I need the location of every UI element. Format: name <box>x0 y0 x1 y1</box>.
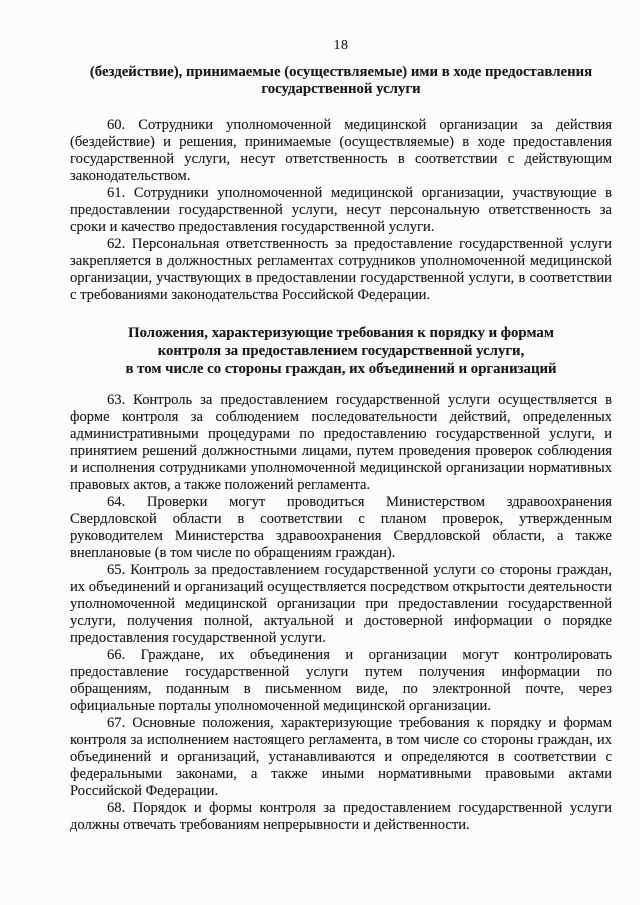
paragraph-67: 67. Основные положения, характеризующие требования к порядку и формам контроля за исполнением настоящего регламента, в том числе со стороны граждан, их объединений и организаций, устанавливаются и определяются в соответствии с федеральными законами, а также иными нормативными правовыми актами Российской Федерации. <box>70 715 612 799</box>
paragraph-66: 66. Граждане, их объединения и организации могут контролировать предоставление государственной услуги путем получения информации по обращениям, поданным в письменном виде, по электронной почте, через официальные порталы уполномоченной медицинской организации. <box>70 647 612 714</box>
page-number: 18 <box>333 38 349 53</box>
control-section-heading <box>70 324 612 378</box>
continued-section-heading <box>70 64 612 98</box>
paragraph-65: 65. Контроль за предоставлением государственной услуги со стороны граждан, их объединений и организаций осуществляется посредством открытости деятельности уполномоченной медицинской организации при предоставлении государственной услуги, получения полной, актуальной и достоверной информации о порядке предоставления государственной услуги. <box>70 562 612 646</box>
paragraph-63: 63. Контроль за предоставлением государственной услуги осуществляется в форме контроля за соблюдением последовательности действий, определенных административными процедурами по предоставлению государственной услуги, и принятием решений должностными лицами, путем проведения проверок соблюдения и исполнения сотрудниками уполномоченной медицинской организации нормативных правовых актов, а также положений регламента. <box>70 392 612 493</box>
paragraph-60: 60. Сотрудники уполномоченной медицинской организации за действия (бездействие) и решения, принимаемые (осуществляемые) в ходе предоставления государственной услуги, несут ответственность в соответствии с действующим законодательством. <box>70 117 612 184</box>
heading-line-1: (бездействие), принимаемые (осуществляемые) ими в ходе предоставления <box>89 64 593 80</box>
section-heading-line-1: Положения, характеризующие требования к порядку и формам <box>128 325 554 341</box>
paragraph-64: 64. Проверки могут проводиться Министерством здравоохранения Свердловской области в соответствии с планом проверок, утвержденным руководителем Министерства здравоохранения Свердловской области, а также внеплановые (в том числе по обращениям граждан). <box>70 494 612 561</box>
section-heading-line-3: в том числе со стороны граждан, их объединений и организаций <box>125 361 557 377</box>
heading-line-2: государственной услуги <box>261 81 421 97</box>
paragraph-68: 68. Порядок и формы контроля за предоставлением государственной услуги должны отвечать требованиям непрерывности и действенности. <box>70 800 612 833</box>
paragraph-61: 61. Сотрудники уполномоченной медицинской организации, участвующие в предоставлении государственной услуги, несут персональную ответственность за сроки и качество предоставления государственной услуги. <box>70 185 612 235</box>
paragraph-62: 62. Персональная ответственность за предоставление государственной услуги закрепляется в должностных регламентах сотрудников уполномоченной медицинской организации, участвующих в предоставлении государственной услуги, в соответствии с требованиями законодательства Российской Федерации. <box>70 236 612 303</box>
section-heading-line-2: контроля за предоставлением государственной услуги, <box>157 343 525 359</box>
